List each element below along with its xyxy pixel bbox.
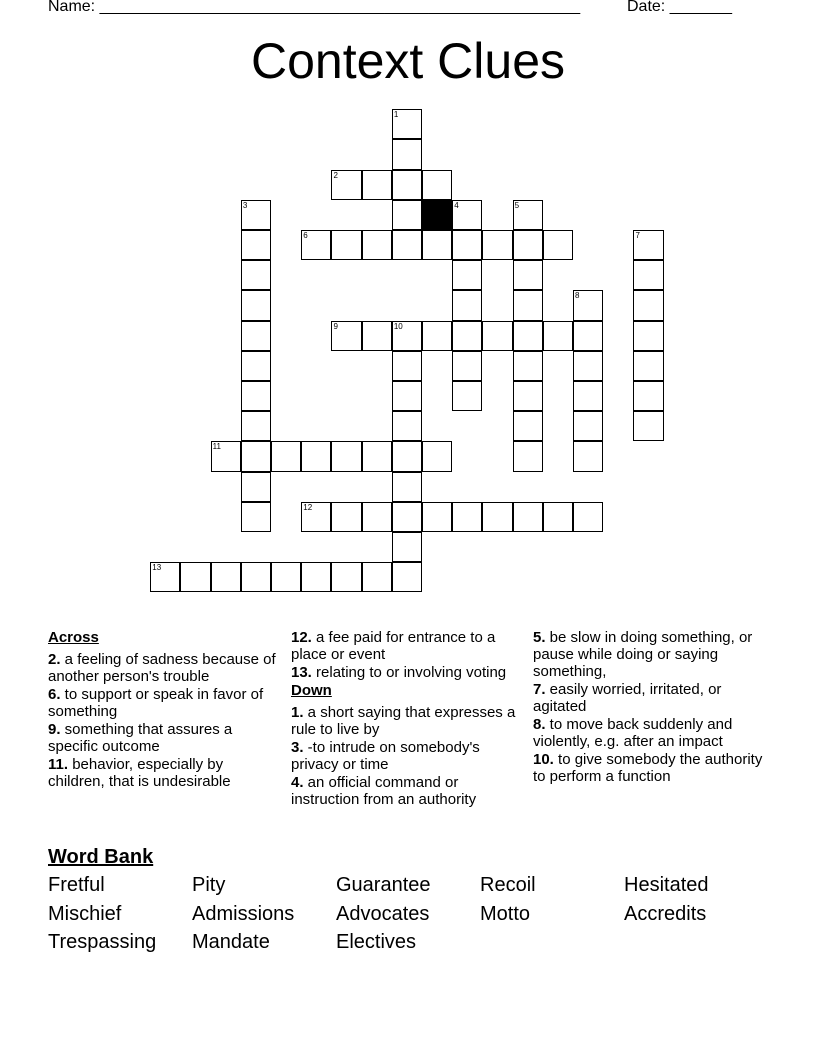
grid-cell[interactable]: [331, 441, 361, 471]
grid-cell[interactable]: [452, 290, 482, 320]
grid-cell[interactable]: [543, 502, 573, 532]
grid-cell[interactable]: [513, 321, 543, 351]
grid-cell[interactable]: [633, 290, 663, 320]
grid-cell[interactable]: [392, 200, 422, 230]
clue-down-3: 3. -to intrude on somebody's privacy or time: [291, 739, 480, 773]
word-bank-item: Mandate: [192, 931, 270, 953]
grid-cell[interactable]: [392, 170, 422, 200]
clue-number: 8: [575, 291, 580, 301]
grid-cell[interactable]: [331, 170, 361, 200]
grid-cell[interactable]: [362, 321, 392, 351]
grid-cell[interactable]: [392, 441, 422, 471]
grid-cell[interactable]: [513, 441, 543, 471]
crossword-grid: [151, 110, 671, 600]
grid-cell[interactable]: [452, 381, 482, 411]
word-bank-item: Hesitated: [624, 874, 709, 896]
clue-down-10: 10. to give somebody the authority to perform a function: [533, 751, 763, 785]
grid-cell[interactable]: [392, 532, 422, 562]
grid-cell[interactable]: [362, 562, 392, 592]
grid-cell[interactable]: [392, 411, 422, 441]
clue-across-2: 2. a feeling of sadness because of another person's trouble: [48, 651, 276, 685]
clue-down-8: 8. to move back suddenly and violently, e.g. after an impact: [533, 716, 733, 750]
word-bank-item: Pity: [192, 874, 226, 896]
grid-cell[interactable]: [301, 562, 331, 592]
grid-cell[interactable]: [241, 502, 271, 532]
grid-cell[interactable]: [513, 290, 543, 320]
clue-number: 13: [152, 563, 162, 573]
word-bank-item: Electives: [336, 931, 417, 953]
grid-cell[interactable]: [452, 502, 482, 532]
grid-cell[interactable]: [513, 381, 543, 411]
word-bank-item: Mischief: [48, 902, 122, 925]
clue-across-12: 12. a fee paid for entrance to a place or event: [291, 629, 496, 663]
grid-cell[interactable]: [362, 441, 392, 471]
grid-cell[interactable]: [422, 230, 452, 260]
grid-cell[interactable]: [241, 381, 271, 411]
clue-number: 10: [393, 321, 403, 331]
clue-across-11: 11. behavior, especially by children, that is undesirable: [48, 756, 231, 790]
clue-number: 2: [333, 170, 338, 180]
black-cell: [422, 200, 452, 230]
grid-cell[interactable]: [392, 472, 422, 502]
clue-across-13: 13. relating to or involving voting: [291, 664, 507, 681]
clue-down-7: 7. easily worried, irritated, or agitated: [533, 681, 722, 715]
clue-down-5: 5. be slow in doing something, or pause while doing or saying something,: [533, 629, 753, 680]
grid-cell[interactable]: [392, 502, 422, 532]
grid-cell[interactable]: [301, 502, 331, 532]
grid-cell[interactable]: [513, 411, 543, 441]
grid-cell[interactable]: [392, 139, 422, 169]
grid-cell[interactable]: [452, 321, 482, 351]
grid-cell[interactable]: [392, 351, 422, 381]
word-bank-title: Word Bank: [48, 846, 154, 868]
grid-cell[interactable]: [301, 441, 331, 471]
grid-cell[interactable]: [452, 200, 482, 230]
across-heading: Across: [48, 629, 99, 646]
grid-cell[interactable]: [331, 562, 361, 592]
grid-cell[interactable]: [422, 502, 452, 532]
word-bank-item: Motto: [480, 902, 531, 925]
grid-cell[interactable]: [482, 321, 512, 351]
clue-number: 9: [333, 321, 338, 331]
grid-cell[interactable]: [513, 502, 543, 532]
grid-cell[interactable]: [452, 351, 482, 381]
grid-cell[interactable]: [241, 441, 271, 471]
grid-cell[interactable]: [211, 562, 241, 592]
grid-cell[interactable]: [211, 441, 241, 471]
grid-cell[interactable]: [241, 200, 271, 230]
grid-cell[interactable]: [633, 321, 663, 351]
clue-number: 1: [393, 110, 399, 120]
word-bank-item: Admissions: [192, 902, 295, 925]
grid-cell[interactable]: [573, 290, 603, 320]
word-bank-item: Guarantee: [336, 874, 431, 896]
page-title: Context Clues: [250, 33, 566, 89]
word-bank-item: Recoil: [480, 874, 536, 896]
grid-cell[interactable]: [422, 170, 452, 200]
clue-number: 7: [635, 231, 640, 241]
word-bank-item: Advocates: [336, 902, 430, 925]
name-field[interactable]: Name: ______________________________________________________: [48, 0, 581, 15]
clue-number: 12: [303, 502, 313, 512]
grid-cell[interactable]: [271, 441, 301, 471]
date-field[interactable]: Date: _______: [627, 0, 732, 15]
clue-down-1: 1. a short saying that expresses a rule to live by: [291, 704, 516, 738]
grid-cell[interactable]: [331, 321, 361, 351]
grid-cell[interactable]: [513, 260, 543, 290]
clue-number: 5: [514, 200, 520, 210]
grid-cell[interactable]: [150, 562, 180, 592]
grid-cell[interactable]: [241, 351, 271, 381]
clue-number: 11: [212, 442, 221, 452]
word-bank-item: Fretful: [48, 874, 105, 896]
clue-across-6: 6. to support or speak in favor of something: [48, 686, 264, 720]
grid-cell[interactable]: [241, 472, 271, 502]
clue-number: 4: [454, 200, 459, 210]
grid-cell[interactable]: [573, 381, 603, 411]
grid-cell[interactable]: [452, 260, 482, 290]
grid-cell[interactable]: [482, 502, 512, 532]
grid-cell[interactable]: [513, 200, 543, 230]
clue-across-9: 9. something that assures a specific outcome: [48, 721, 233, 755]
grid-cell[interactable]: [362, 230, 392, 260]
grid-cell[interactable]: [482, 230, 512, 260]
word-bank-item: Accredits: [624, 902, 707, 925]
grid-cell[interactable]: [422, 321, 452, 351]
grid-cell[interactable]: [392, 562, 422, 592]
grid-cell[interactable]: [241, 260, 271, 290]
clue-number: 6: [303, 231, 308, 241]
grid-cell[interactable]: [633, 381, 663, 411]
grid-cell[interactable]: [633, 260, 663, 290]
grid-cell[interactable]: [543, 321, 573, 351]
grid-cell[interactable]: [392, 230, 422, 260]
grid-cell[interactable]: [241, 411, 271, 441]
grid-cell[interactable]: [513, 230, 543, 260]
grid-cell[interactable]: [301, 230, 331, 260]
grid-cell[interactable]: [241, 230, 271, 260]
grid-cell[interactable]: [331, 230, 361, 260]
down-heading: Down: [291, 682, 332, 699]
grid-cell[interactable]: [573, 321, 603, 351]
grid-cell[interactable]: [452, 230, 482, 260]
grid-cell[interactable]: [573, 411, 603, 441]
clues-column-3: [533, 629, 768, 786]
grid-cell[interactable]: [633, 230, 663, 260]
grid-cell[interactable]: [573, 502, 603, 532]
word-bank-item: Trespassing: [48, 931, 157, 953]
grid-cell[interactable]: [633, 351, 663, 381]
clue-down-4: 4. an official command or instruction from an authority: [291, 774, 477, 808]
grid-cell[interactable]: [513, 351, 543, 381]
grid-cell[interactable]: [331, 502, 361, 532]
grid-cell[interactable]: [241, 321, 271, 351]
grid-cell[interactable]: [362, 170, 392, 200]
grid-cell[interactable]: [241, 562, 271, 592]
grid-cell[interactable]: [392, 321, 422, 351]
grid-cell[interactable]: [543, 230, 573, 260]
grid-cell[interactable]: [573, 351, 603, 381]
grid-cell[interactable]: [573, 441, 603, 471]
clue-number: 3: [242, 200, 248, 210]
grid-cell[interactable]: [271, 562, 301, 592]
clues-column-2: [291, 629, 516, 809]
grid-cell[interactable]: [362, 502, 392, 532]
grid-cell[interactable]: [422, 441, 452, 471]
grid-cell[interactable]: [241, 290, 271, 320]
grid-cell[interactable]: [392, 109, 422, 139]
grid-cell[interactable]: [633, 411, 663, 441]
grid-cell[interactable]: [180, 562, 210, 592]
clues-column-1: [48, 629, 278, 791]
grid-cell[interactable]: [392, 381, 422, 411]
